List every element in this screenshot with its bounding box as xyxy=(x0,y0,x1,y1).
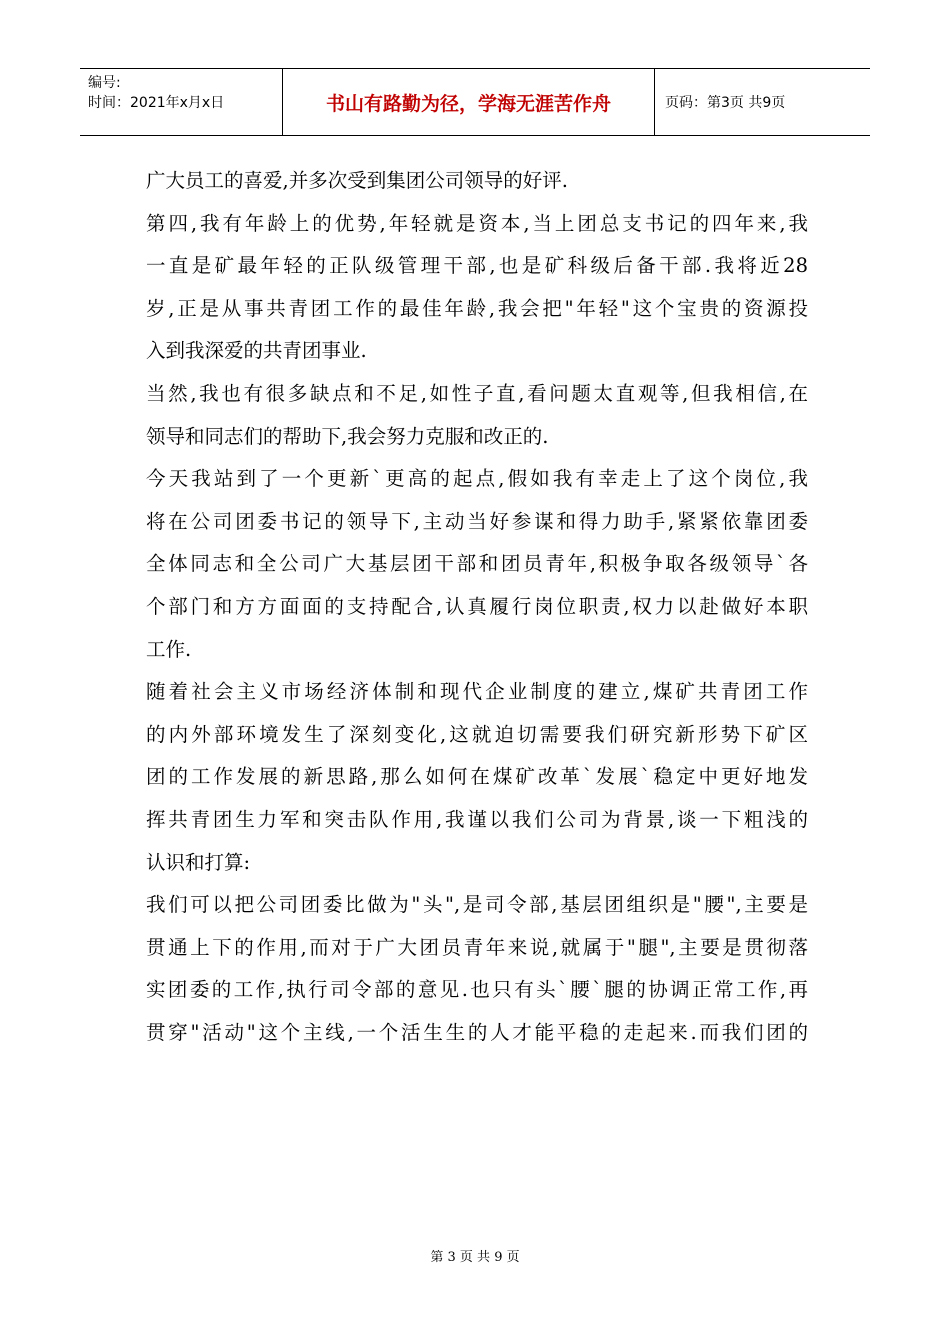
body-line: 全体同志和全公司广大基层团干部和团员青年,积极争取各级领导`各 xyxy=(146,552,808,576)
body-line: 认识和打算: xyxy=(146,850,251,874)
body-line: 第四,我有年龄上的优势,年轻就是资本,当上团总支书记的四年来,我 xyxy=(146,211,808,235)
body-line: 贯通上下的作用,而对于广大团员青年来说,就属于"腿",主要是贯彻落 xyxy=(146,935,808,959)
body-line: 广大员工的喜爱,并多次受到集团公司领导的好评. xyxy=(146,169,568,192)
document-time: 时间：2021年x月x日 xyxy=(88,95,225,111)
body-line: 实团委的工作,执行司令部的意见.也只有头`腰`腿的协调正常工作,再 xyxy=(146,978,808,1002)
header-meta xyxy=(80,69,283,135)
body-line: 个部门和方方面面的支持配合,认真履行岗位职责,权力以赴做好本职 xyxy=(146,594,808,618)
body-line: 入到我深爱的共青团事业. xyxy=(146,339,367,363)
document-number-label: 编号: xyxy=(88,75,121,91)
body-line: 随着社会主义市场经济体制和现代企业制度的建立,煤矿共青团工作 xyxy=(146,680,808,704)
body-line: 将在公司团委书记的领导下,主动当好参谋和得力助手,紧紧依靠团委 xyxy=(146,509,808,533)
body-line: 今天我站到了一个更新`更高的起点,假如我有幸走上了这个岗位,我 xyxy=(146,467,808,491)
body-line: 挥共青团生力军和突击队作用,我谨以我们公司为背景,谈一下粗浅的 xyxy=(146,807,808,831)
body-line: 当然,我也有很多缺点和不足,如性子直,看问题太直观等,但我相信,在 xyxy=(146,381,808,405)
body-line: 岁,正是从事共青团工作的最佳年龄,我会把"年轻"这个宝贵的资源投 xyxy=(146,296,808,320)
body-line: 工作. xyxy=(146,637,192,661)
header-motto: 书山有路勤为径，学海无涯苦作舟 xyxy=(283,69,655,135)
page-footer: 第 3 页 共 9 页 xyxy=(430,1250,520,1265)
body-line: 的内外部环境发生了深刻变化,这就迫切需要我们研究新形势下矿区 xyxy=(146,722,808,746)
body-line: 贯穿"活动"这个主线,一个活生生的人才能平稳的走起来.而我们团的 xyxy=(146,1020,808,1044)
header-page-code: 页码：第3页 共9页 xyxy=(665,95,786,111)
document-body xyxy=(146,160,808,1054)
body-line: 我们可以把公司团委比做为"头",是司令部,基层团组织是"腰",主要是 xyxy=(146,893,808,917)
body-line: 团的工作发展的新思路,那么如何在煤矿改革`发展`稳定中更好地发 xyxy=(146,765,808,789)
body-line: 领导和同志们的帮助下,我会努力克服和改正的. xyxy=(146,424,549,448)
body-line: 一直是矿最年轻的正队级管理干部,也是矿科级后备干部.我将近28 xyxy=(146,254,808,278)
page-header xyxy=(80,68,870,136)
